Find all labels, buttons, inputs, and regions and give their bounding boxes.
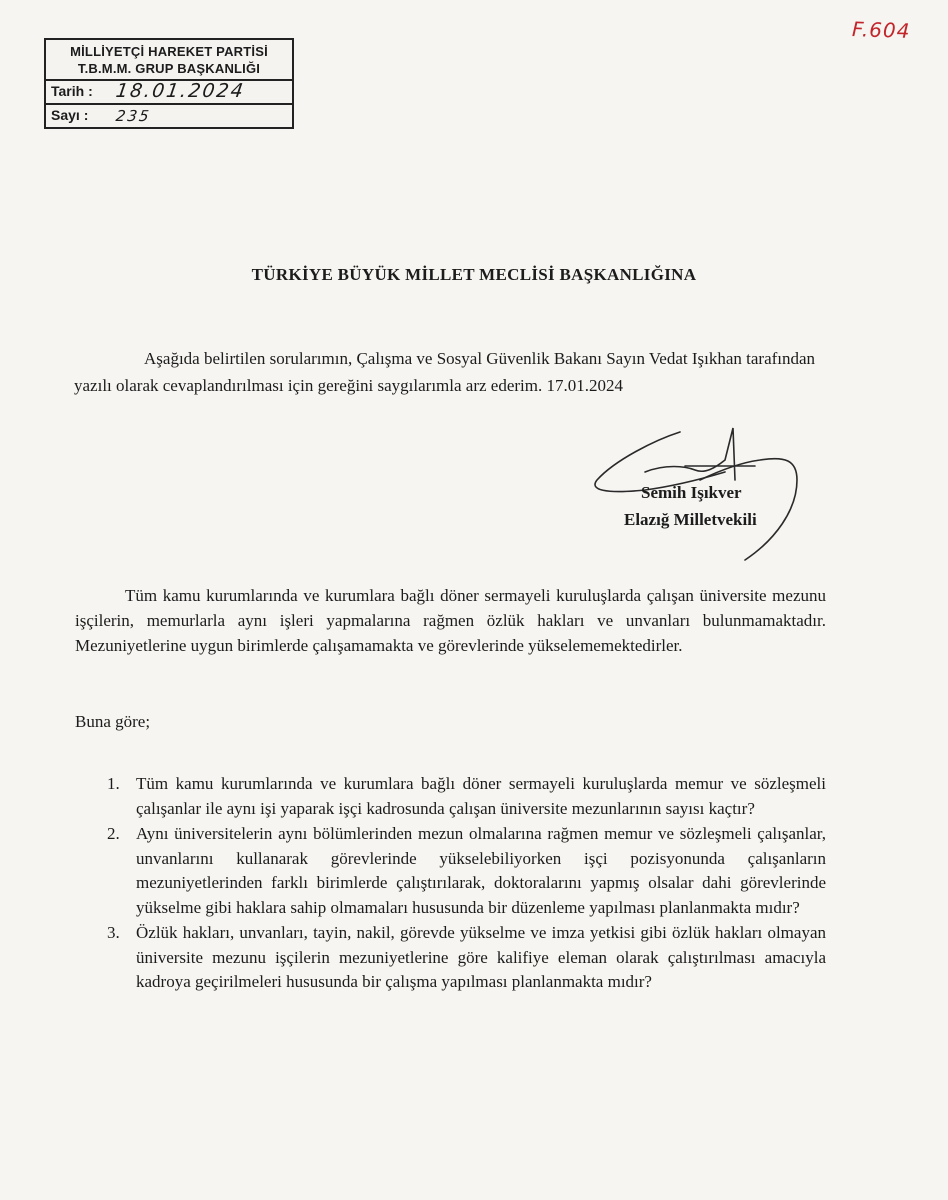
signatory-name: Semih Işıkver xyxy=(641,483,742,502)
question-item xyxy=(107,921,826,995)
intro-text: Aşağıda belirtilen sorularımın, Çalışma ve Sosyal Güvenlik Bakanı Sayın Vedat Işıkhan tarafından yazılı olarak cevaplandırılması için gereğini saygılarımla arz ederim. 17.01.2024 xyxy=(74,349,816,395)
body-text: Tüm kamu kurumlarında ve kurumlara bağlı döner sermayeli kuruluşlarda çalışan üniversite mezunu işçilerin, memurlarla aynı işleri yapmalarına rağmen özlük hakları ve unvanları bulunmamaktadır. Mezuniyetlerine uygun birimlerde çalışamamakta ve görevlerinde yükselememektedirler. xyxy=(75,586,826,655)
buna-gore-line: Buna göre; xyxy=(75,712,151,731)
document-title: TÜRKİYE BÜYÜK MİLLET MECLİSİ BAŞKANLIĞINA xyxy=(251,265,697,284)
stamp-date-label: Tarih : xyxy=(51,83,93,99)
stamp-office: T.B.M.M. GRUP BAŞKANLIĞI xyxy=(77,61,261,76)
body-paragraph xyxy=(75,583,826,658)
question-text: Aynı üniversitelerin aynı bölümlerinden mezun olmalarına rağmen memur ve sözleşmeli çalışanlar, unvanlarını kullanarak görevlerinde yükselebiliyorken işçi pozisyonunda çalışanların mezuniyetlerinden farklı birimlerde çalıştırılarak, doktoralarını yapmış olsalar dahi görevlerinde yükselme gibi haklara sahip olmamaları hususunda bir düzenleme yapılması planlanmakta mıdır? xyxy=(136,824,826,917)
question-item xyxy=(107,822,826,920)
question-number: 2. xyxy=(107,824,120,843)
handwritten-file-number: F.604 xyxy=(851,16,911,44)
stamp-date-value: 18.01.2024 xyxy=(114,80,247,102)
stamp-party: MİLLİYETÇİ HAREKET PARTİSİ xyxy=(70,44,268,59)
registry-stamp xyxy=(44,38,294,129)
signatory-title: Elazığ Milletvekili xyxy=(624,510,757,529)
question-text: Özlük hakları, unvanları, tayin, nakil, görevde yükselme ve imza yetkisi gibi özlük hakları olmayan üniversite mezunu işçilerin mezuniyetlerine göre kalifiye eleman olarak çalıştırılması amacıyla kadroya geçirilmeleri hususunda bir çalışma yapılması planlanmakta mıdır? xyxy=(136,923,826,991)
stamp-number-row xyxy=(46,103,292,127)
stamp-number-label: Sayı : xyxy=(51,107,89,123)
stamp-header xyxy=(46,40,292,79)
stamp-number-value: 235 xyxy=(114,107,152,125)
question-text: Tüm kamu kurumlarında ve kurumlara bağlı döner sermayeli kuruluşlarda memur ve sözleşmeli çalışanlar ile aynı işi yaparak işçi kadrosunda çalışan üniversite mezunlarının sayısı kaçtır? xyxy=(136,774,826,818)
question-item xyxy=(107,772,826,821)
question-number: 3. xyxy=(107,923,120,942)
question-number: 1. xyxy=(107,774,120,793)
question-list xyxy=(107,772,826,996)
stamp-date-row xyxy=(46,79,292,103)
intro-paragraph xyxy=(74,345,824,399)
